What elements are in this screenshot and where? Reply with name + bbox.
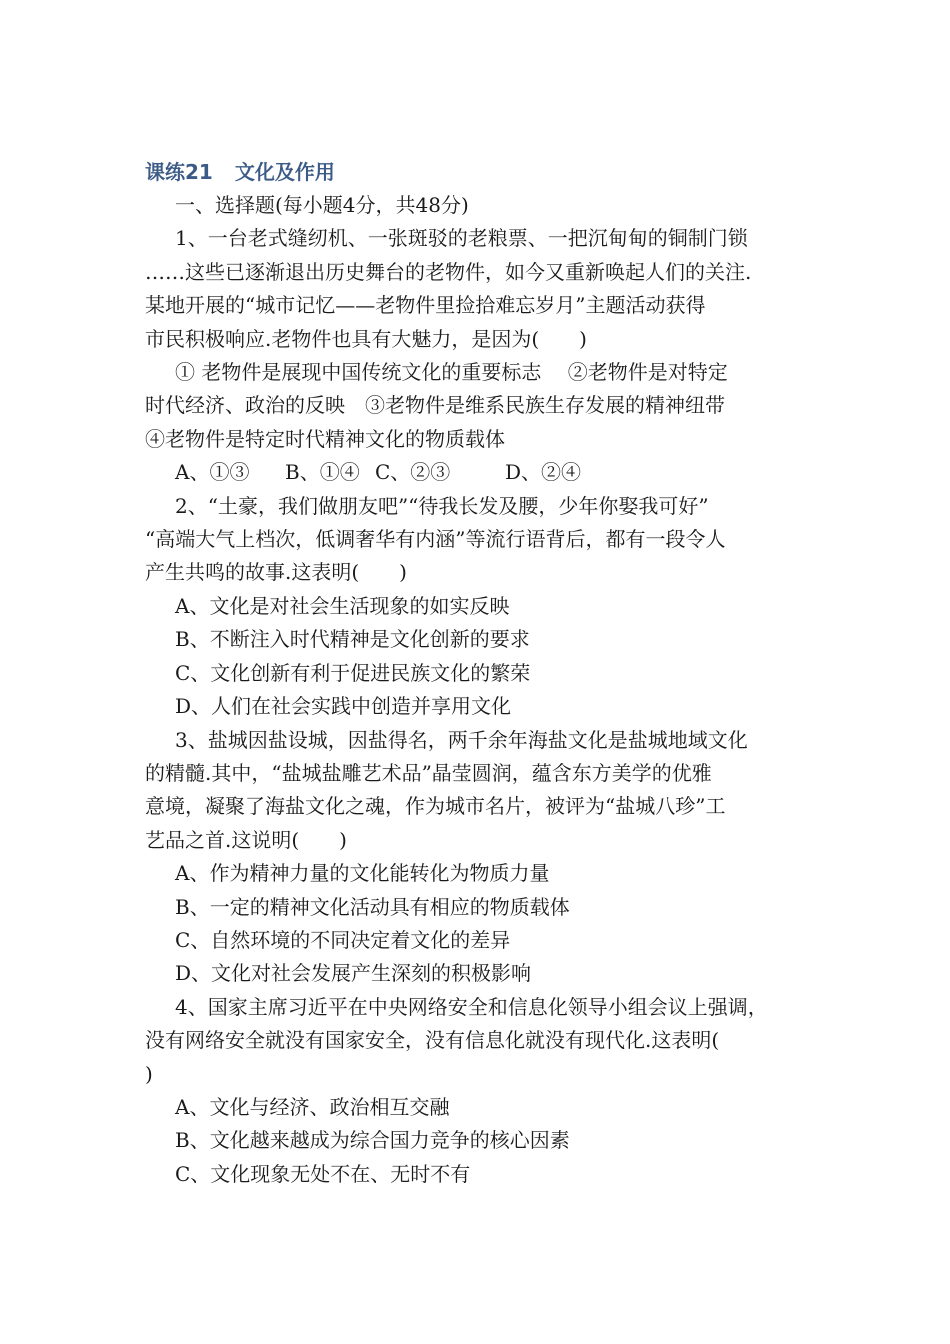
answer-option-a: A、①③ [175,460,250,485]
answer-option-a: A、文化与经济、政治相互交融 [175,1094,450,1119]
answer-option-d: D、文化对社会发展产生深刻的积极影响 [175,961,532,986]
question-text-line: 4、国家主席习近平在中央网络安全和信息化领导小组会议上强调， [175,994,768,1019]
question-text-line: 市民积极响应.老物件也具有大魅力，是因为( ) [145,326,587,351]
question-4 [145,991,810,1191]
question-text-line: 3、盐城因盐设城，因盐得名，两千余年海盐文化是盐城地域文化 [175,727,748,752]
answer-option-c: C、文化现象无处不在、无时不有 [175,1161,471,1186]
answer-option-c: C、文化创新有利于促进民族文化的繁荣 [175,660,531,685]
answer-option-d: D、人们在社会实践中创造并享用文化 [175,694,512,719]
answer-option-d: D、②④ [505,460,582,485]
question-text-line: 某地开展的“城市记忆——老物件里捡拾难忘岁月”主题活动获得 [145,293,706,318]
statement-line: ④老物件是特定时代精神文化的物质载体 [145,426,505,451]
answer-option-b: B、①④ [285,460,360,485]
question-2 [145,490,810,724]
title-number: 课练21 [145,160,213,184]
question-text-line: 没有网络安全就没有国家安全，没有信息化就没有现代化.这表明( [145,1028,720,1053]
question-text-line: “高端大气上档次，低调奢华有内涵”等流行语背后，都有一段令人 [145,527,726,552]
question-3 [145,724,810,991]
question-text-line: 意境，凝聚了海盐文化之魂，作为城市名片，被评为“盐城八珍”工 [145,794,726,819]
answer-option-a: A、作为精神力量的文化能转化为物质力量 [175,861,550,886]
answer-option-b: B、不断注入时代精神是文化创新的要求 [175,627,530,652]
answer-option-b: B、一定的精神文化活动具有相应的物质载体 [175,894,570,919]
question-text-line: 产生共鸣的故事.这表明( ) [145,560,407,585]
answer-option-b: B、文化越来越成为综合国力竞争的核心因素 [175,1128,570,1153]
question-1 [145,222,810,489]
answer-option-c: C、②③ [375,460,451,485]
answer-options-row [145,456,810,489]
statement-line: 时代经济、政治的反映 ③老物件是维系民族生存发展的精神纽带 [145,393,725,418]
question-text-line: 的精髓.其中，“盐城盐雕艺术品”晶莹圆润，蕴含东方美学的优雅 [145,760,712,785]
answer-option-a: A、文化是对社会生活现象的如实反映 [175,593,510,618]
question-text-line: ) [145,1061,153,1086]
question-text-line: ……这些已逐渐退出历史舞台的老物件，如今又重新唤起人们的关注. [145,259,752,284]
page-title [145,156,810,189]
question-text-line: 2、“土豪，我们做朋友吧”“待我长发及腰，少年你娶我可好” [175,493,709,518]
section-header: 一、选择题(每小题4分，共48分) [175,193,469,217]
question-text-line: 艺品之首.这说明( ) [145,827,347,852]
title-text: 文化及作用 [234,160,335,184]
answer-option-c: C、自然环境的不同决定着文化的差异 [175,927,511,952]
question-text-line: 1、一台老式缝纫机、一张斑驳的老粮票、一把沉甸甸的铜制门锁 [175,226,748,251]
document-content [145,156,810,1191]
statement-line: ① 老物件是展现中国传统文化的重要标志 ②老物件是对特定 [175,360,728,385]
